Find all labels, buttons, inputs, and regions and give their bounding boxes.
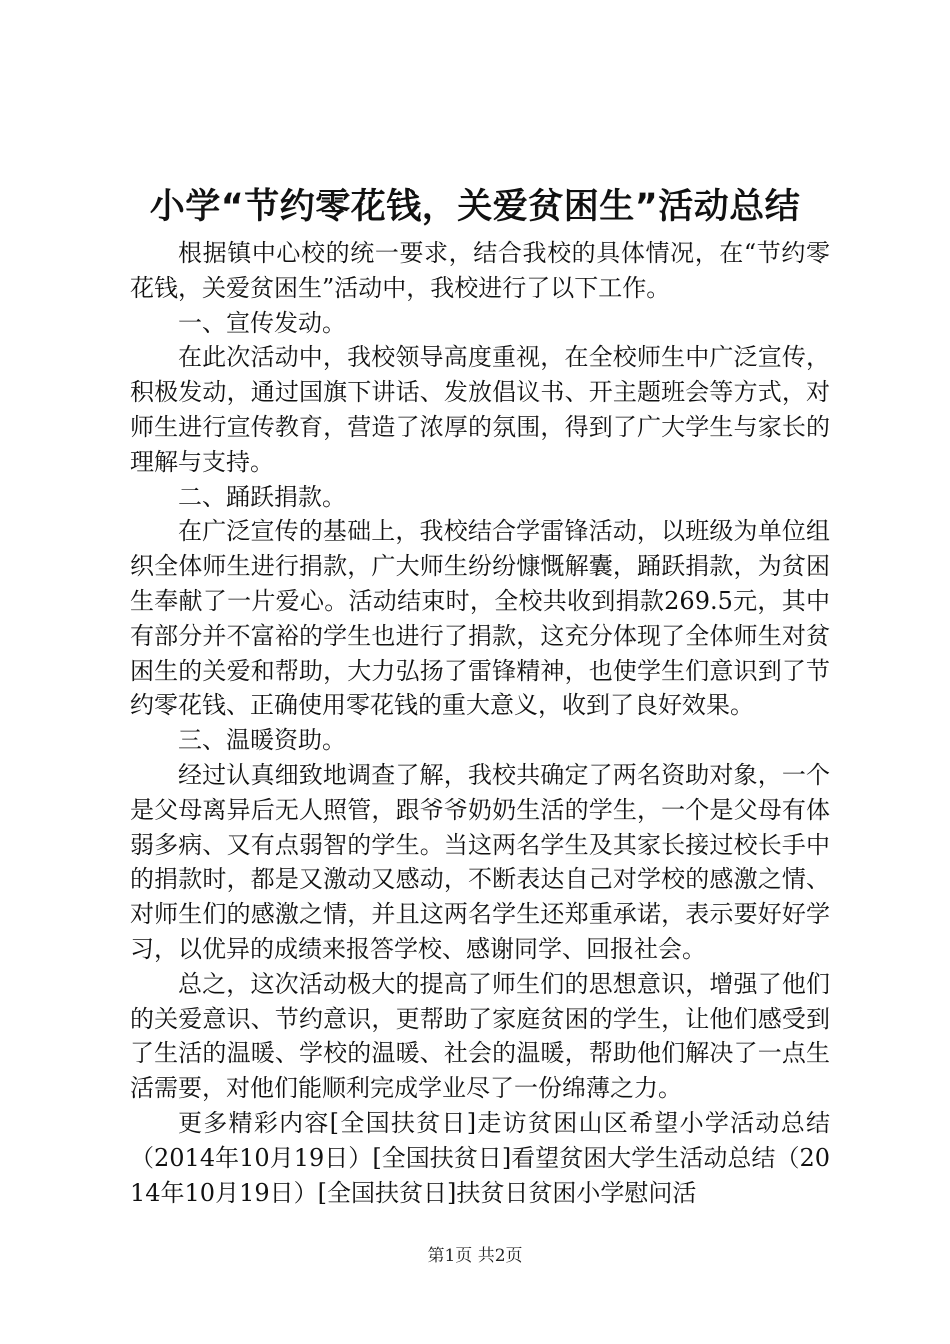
donation-paragraph: 在广泛宣传的基础上，我校结合学雷锋活动，以班级为单位组织全体师生进行捐款，广大师生纷纷慷慨解囊，踊跃捐款，为贫困生奉献了一片爱心。活动结束时，全校共收到捐款269.5元，其中有部分并不富裕的学生也进行了捐款，这充分体现了全体师生对贫困生的关爱和帮助，大力弘扬了雷锋精神，也使学生们意识到了节约零花钱、正确使用零花钱的重大意义，收到了良好效果。 [130, 517, 830, 720]
document-body [130, 236, 830, 1210]
section-heading-publicity: 一、宣传发动。 [178, 308, 346, 337]
publicity-paragraph: 在此次活动中，我校领导高度重视，在全校师生中广泛宣传，积极发动，通过国旗下讲话、发放倡议书、开主题班会等方式，对师生进行宣传教育，营造了浓厚的氛围，得到了广大学生与家长的理解与支持。 [130, 343, 830, 476]
section-heading-donation: 二、踊跃捐款。 [178, 482, 346, 511]
conclusion-paragraph: 总之，这次活动极大的提高了师生们的思想意识，增强了他们的关爱意识、节约意识，更帮助了家庭贫困的学生，让他们感受到了生活的温暖、学校的温暖、社会的温暖，帮助他们解决了一点生活需要，对他们能顺利完成学业尽了一份绵薄之力。 [130, 969, 830, 1103]
page-footer: 第1页 共2页 [427, 1246, 523, 1266]
document-title: 小学“节约零花钱，关爱贫困生”活动总结 [149, 187, 801, 227]
aid-paragraph: 经过认真细致地调查了解，我校共确定了两名资助对象，一个是父母离异后无人照管，跟爷爷奶奶生活的学生，一个是父母有体弱多病、又有点弱智的学生。当这两名学生及其家长接过校长手中的捐款时，都是又激动又感动，不断表达自己对学校的感激之情、对师生们的感激之情，并且这两名学生还郑重承诺，表示要好好学习，以优异的成绩来报答学校、感谢同学、回报社会。 [130, 760, 830, 963]
more-content-paragraph: 更多精彩内容[全国扶贫日]走访贫困山区希望小学活动总结（2014年10月19日）[全国扶贫日]看望贫困大学生活动总结（2014年10月19日）[全国扶贫日]扶贫日贫困小学慰问活 [130, 1108, 830, 1207]
intro-paragraph: 根据镇中心校的统一要求，结合我校的具体情况，在“节约零花钱，关爱贫困生”活动中，我校进行了以下工作。 [130, 239, 830, 302]
section-heading-aid: 三、温暖资助。 [178, 726, 346, 755]
